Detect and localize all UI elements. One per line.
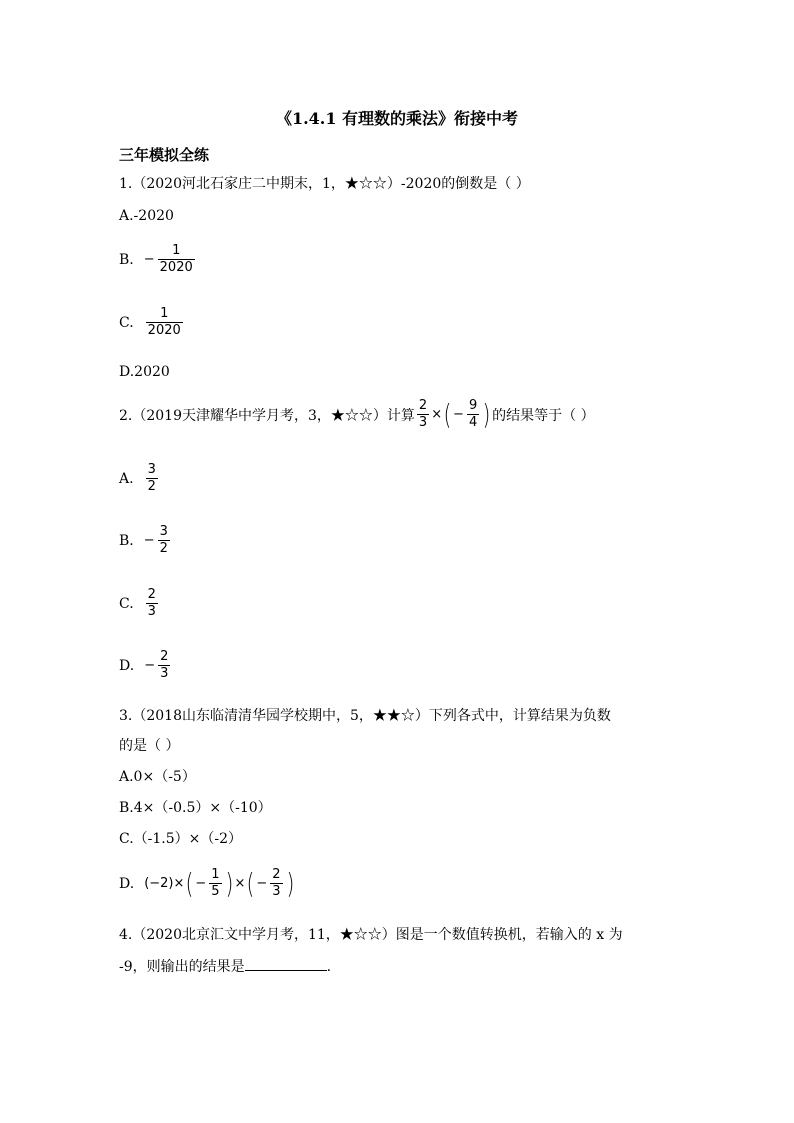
numerator: 2	[160, 649, 169, 664]
option-label: A.	[119, 470, 134, 487]
option-expr	[144, 649, 172, 682]
left-paren: (	[443, 397, 452, 431]
right-paren: )	[286, 866, 294, 900]
q1-option-b-expr	[144, 243, 197, 276]
denominator: 2	[159, 541, 168, 556]
numerator: 3	[159, 524, 168, 539]
minus-sign: −	[256, 876, 268, 891]
times-sign: ×	[431, 407, 443, 422]
fraction	[146, 306, 183, 339]
denominator: 4	[468, 415, 478, 430]
denominator: 3	[272, 884, 281, 899]
right-paren: )	[482, 397, 491, 431]
denominator: 2020	[159, 260, 193, 275]
option-label: D.	[119, 657, 135, 674]
times-sign: ×	[234, 876, 246, 891]
fraction	[158, 649, 170, 682]
q1-option-d: D.2020	[119, 364, 170, 380]
q4-stem-line1: 4.（2020北京汇文中学月考，11，★☆☆）图是一个数值转换机，若输入的 x 为	[119, 927, 623, 943]
denominator: 5	[211, 884, 220, 899]
denominator: 2020	[147, 323, 181, 338]
numerator: 1	[172, 243, 181, 258]
option-expr	[144, 867, 295, 900]
q2-option-c	[119, 587, 160, 620]
answer-blank[interactable]	[245, 956, 327, 971]
denominator: 2	[147, 479, 156, 494]
fraction	[417, 398, 429, 431]
q3-option-d	[119, 867, 295, 900]
q4-stem-text: -9，则输出的结果是	[119, 959, 245, 975]
q1-option-c	[119, 306, 185, 339]
q2-expression	[415, 398, 492, 431]
minus-sign: −	[453, 407, 464, 422]
q2-stem-pre: 2.（2019天津耀华中学月考，3，★☆☆）计算	[119, 407, 415, 424]
numerator: 1	[160, 306, 169, 321]
option-label: D.	[119, 875, 135, 892]
section-heading: 三年模拟全练	[119, 146, 210, 164]
minus-sign: −	[195, 876, 207, 891]
fraction	[158, 243, 195, 276]
q1-option-c-label: C.	[119, 314, 134, 331]
fraction	[158, 524, 170, 557]
fraction	[146, 587, 158, 620]
q1-stem: 1.（2020河北石家庄二中期末，1，★☆☆）-2020的倒数是（ ）	[119, 176, 530, 192]
factor: (−2)	[144, 876, 174, 891]
q2-stem	[119, 398, 595, 431]
fraction	[467, 398, 479, 431]
minus-sign: −	[143, 533, 155, 548]
numerator: 2	[418, 398, 428, 413]
denominator: 3	[147, 604, 156, 619]
option-expr	[144, 587, 160, 620]
q3-option-b: B.4×（-0.5）×（-10）	[119, 800, 272, 816]
times-sign: ×	[173, 876, 185, 891]
fraction	[209, 867, 221, 900]
fraction	[270, 867, 282, 900]
q3-stem-line2: 的是（ ）	[119, 738, 180, 754]
option-label: B.	[119, 532, 134, 549]
minus-sign: −	[143, 252, 155, 267]
left-paren: (	[186, 866, 194, 900]
numerator: 3	[147, 462, 156, 477]
document-title: 《1.4.1 有理数的乘法》衔接中考	[275, 109, 519, 128]
q3-option-a: A.0×（-5）	[119, 769, 196, 785]
q2-option-a	[119, 462, 160, 495]
denominator: 3	[160, 666, 169, 681]
denominator: 3	[418, 415, 428, 430]
q4-stem-line2	[119, 956, 331, 977]
right-paren: )	[225, 866, 233, 900]
numerator: 9	[468, 398, 478, 413]
q2-option-d	[119, 649, 172, 682]
q1-option-c-expr	[144, 306, 185, 339]
q4-stem-end: .	[326, 959, 332, 975]
option-label: C.	[119, 595, 134, 612]
q1-option-a: A.-2020	[119, 208, 174, 224]
option-expr	[144, 524, 172, 557]
numerator: 2	[272, 867, 281, 882]
fraction	[146, 462, 158, 495]
q2-option-b	[119, 524, 172, 557]
q2-stem-post: 的结果等于（ ）	[492, 407, 595, 424]
q3-option-c: C.（-1.5）×（-2）	[119, 831, 243, 847]
q1-option-b-label: B.	[119, 251, 134, 268]
minus-sign: −	[144, 658, 156, 673]
q1-option-b	[119, 243, 197, 276]
numerator: 1	[211, 867, 220, 882]
q3-stem-line1: 3.（2018山东临清清华园学校期中，5，★★☆）下列各式中，计算结果为负数	[119, 708, 611, 724]
option-expr	[144, 462, 160, 495]
numerator: 2	[147, 587, 156, 602]
left-paren: (	[247, 866, 255, 900]
